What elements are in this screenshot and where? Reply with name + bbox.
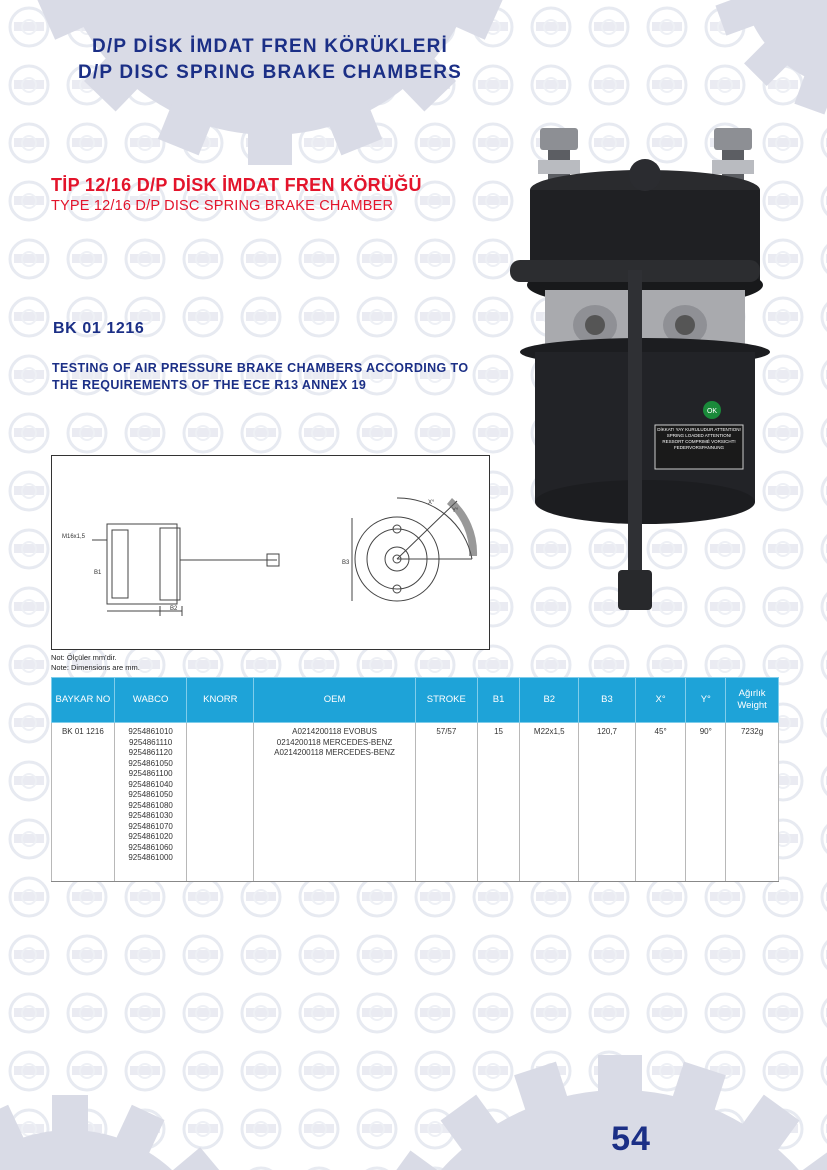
- product-photo: [490, 120, 820, 640]
- wabco-code: 9254861000: [128, 853, 173, 862]
- col-header-b2: B2: [520, 678, 579, 723]
- col-header-wabco: WABCO: [114, 678, 187, 723]
- drawing-label-m16: M16x1,5: [62, 534, 86, 540]
- col-header-stroke: STROKE: [415, 678, 477, 723]
- ok-label: OK: [706, 408, 718, 415]
- wabco-code: 9254861050: [128, 790, 173, 799]
- oem-code: A0214200118 EVOBUS: [292, 727, 377, 736]
- cell-baykar-no: BK 01 1216: [52, 723, 115, 882]
- cell-b1: 15: [477, 723, 520, 882]
- dimensions-note: [51, 653, 140, 673]
- wabco-code: 9254861110: [128, 737, 173, 747]
- cell-stroke: 57/57: [415, 723, 477, 882]
- wabco-code: 9254861040: [128, 779, 173, 789]
- drawing-label-b2: B2: [170, 606, 178, 612]
- wabco-code: 9254861030: [128, 811, 173, 820]
- cell-weight: 7232g: [726, 723, 779, 882]
- drawing-label-b1: B1: [94, 570, 102, 576]
- col-header-knorr: KNORR: [187, 678, 254, 723]
- page-header: [0, 34, 540, 86]
- wabco-code: 9254861060: [128, 842, 173, 852]
- col-header-y: Y°: [686, 678, 726, 723]
- header-title-tr: D/P DİSK İMDAT FREN KÖRÜKLERİ: [91, 36, 449, 57]
- wabco-code: 9254861010: [128, 727, 173, 736]
- product-title-tr: TİP 12/16 D/P DİSK İMDAT FREN KÖRÜĞÜ: [51, 175, 422, 195]
- oem-code: 0214200118 MERCEDES-BENZ: [276, 737, 393, 747]
- cell-knorr: [187, 723, 254, 882]
- product-title-en: TYPE 12/16 D/P DISC SPRING BRAKE CHAMBER: [51, 198, 394, 214]
- drawing-label-y: Y°: [452, 508, 459, 514]
- cell-b2: M22x1,5: [520, 723, 579, 882]
- col-header-b3: B3: [579, 678, 636, 723]
- table-header-row: [52, 678, 779, 723]
- testing-note: TESTING OF AIR PRESSURE BRAKE CHAMBERS ACCORDING TO THE REQUIREMENTS OF THE ECE R13 ANNEX 19: [52, 361, 469, 392]
- col-header-b1: B1: [477, 678, 520, 723]
- dimensions-note-en: Note: Dimensions are mm.: [51, 663, 140, 672]
- drawing-label-b3: B3: [342, 560, 350, 566]
- wabco-code: 9254861050: [128, 758, 173, 768]
- col-header-x: X°: [635, 678, 686, 723]
- col-header-baykar: BAYKAR NO: [52, 678, 115, 723]
- col-header-oem: OEM: [254, 678, 416, 723]
- cell-x: 45°: [635, 723, 686, 882]
- col-header-weight: Ağırlık Weight: [726, 678, 779, 723]
- drawing-label-x: X°: [428, 500, 435, 506]
- cell-oem: [254, 723, 416, 882]
- warning-label: DİKKAT! YAY KURULUDUR ATTENTION! SPRING LOADED ATTENTION! RESSORT COMPRIMÉ VORSICHT! FEDERVORSPANNUNG: [657, 427, 741, 450]
- wabco-code: 9254861120: [128, 748, 173, 757]
- wabco-code: 9254861020: [128, 832, 173, 841]
- cell-b3: 120,7: [579, 723, 636, 882]
- part-code: BK 01 1216: [53, 320, 145, 337]
- dimensions-note-tr: Not: Ölçüler mm'dir.: [51, 653, 117, 662]
- cell-y: 90°: [686, 723, 726, 882]
- cell-wabco: [114, 723, 187, 882]
- header-title-en: D/P DISC SPRING BRAKE CHAMBERS: [77, 62, 463, 83]
- table-row: [52, 723, 779, 882]
- wabco-code: 9254861070: [128, 821, 173, 831]
- wabco-code: 9254861100: [128, 769, 173, 778]
- page-number: 54: [611, 1120, 651, 1158]
- technical-drawing: [51, 455, 490, 650]
- oem-code: A0214200118 MERCEDES-BENZ: [274, 748, 395, 757]
- spec-table: [51, 677, 779, 882]
- wabco-code: 9254861080: [128, 800, 173, 810]
